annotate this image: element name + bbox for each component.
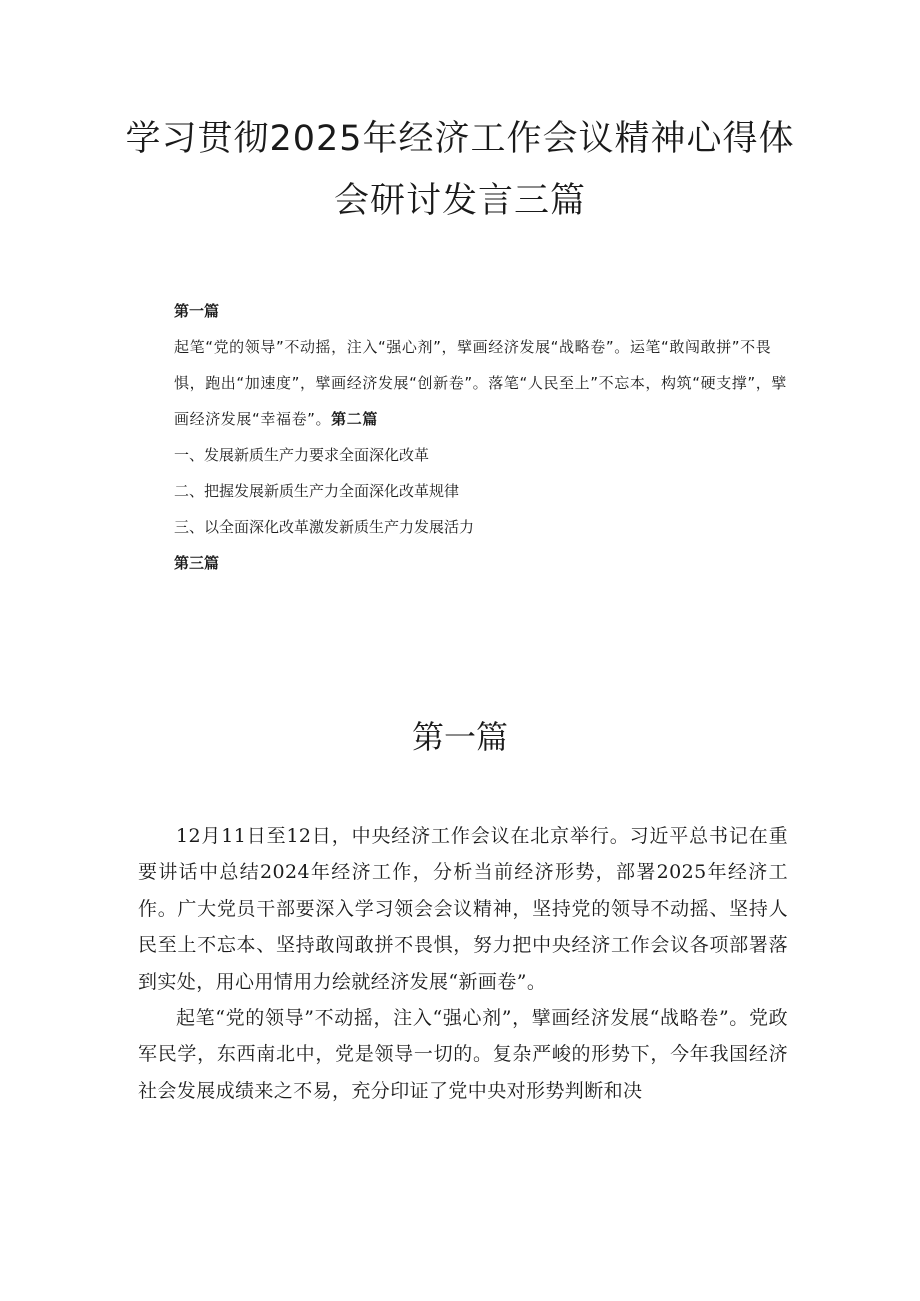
toc-part2-item-3: 三、以全面深化改革激发新质生产力发展活力 [174, 518, 475, 536]
toc-part1-heading: 第一篇 [174, 302, 220, 320]
body-paragraph: 12月11日至12日，中央经济工作会议在北京举行。习近平总书记在重要讲话中总结2024年经济工作，分析当前经济形势，部署2025年经济工作。广大党员干部要深入学习领会会议精神，坚持党的领导不动摇、坚持人民至上不忘本、坚持敢闯敢拼不畏惧，努力把中央经济工作会议各项部署落到实处，用心用情用力绘就经济发展“新画卷”。 [138, 825, 788, 993]
toc-part3-heading: 第三篇 [174, 554, 220, 572]
body-paragraph: 起笔“党的领导”不动摇，注入“强心剂”，擘画经济发展“战略卷”。党政军民学，东西南北中，党是领导一切的。复杂严峻的形势下，今年我国经济社会发展成绩来之不易，充分印证了党中央对形势判断和决 [138, 1007, 788, 1102]
document-title-line-1: 学习贯彻2025年经济工作会议精神心得体 [125, 119, 795, 159]
toc-part2-heading: 第二篇 [331, 410, 378, 428]
toc-part2-item-2: 二、把握发展新质生产力全面深化改革规律 [174, 482, 460, 500]
section-title: 第一篇 [411, 718, 508, 756]
toc-part1-summary [174, 329, 794, 437]
toc-part2-item-1: 一、发展新质生产力要求全面深化改革 [174, 446, 430, 464]
toc-part1-summary-text: 起笔“党的领导”不动摇，注入“强心剂”，擘画经济发展“战略卷”。运笔“敢闯敢拼”不畏惧，跑出“加速度”，擘画经济发展“创新卷”。落笔“人民至上”不忘本，构筑“硬支撑”，擘画经济发展“幸福卷”。 [174, 338, 787, 428]
table-of-contents [174, 293, 794, 581]
section-body [138, 818, 788, 1109]
document-title-line-2: 会研讨发言三篇 [333, 181, 586, 221]
document-title [120, 108, 800, 232]
